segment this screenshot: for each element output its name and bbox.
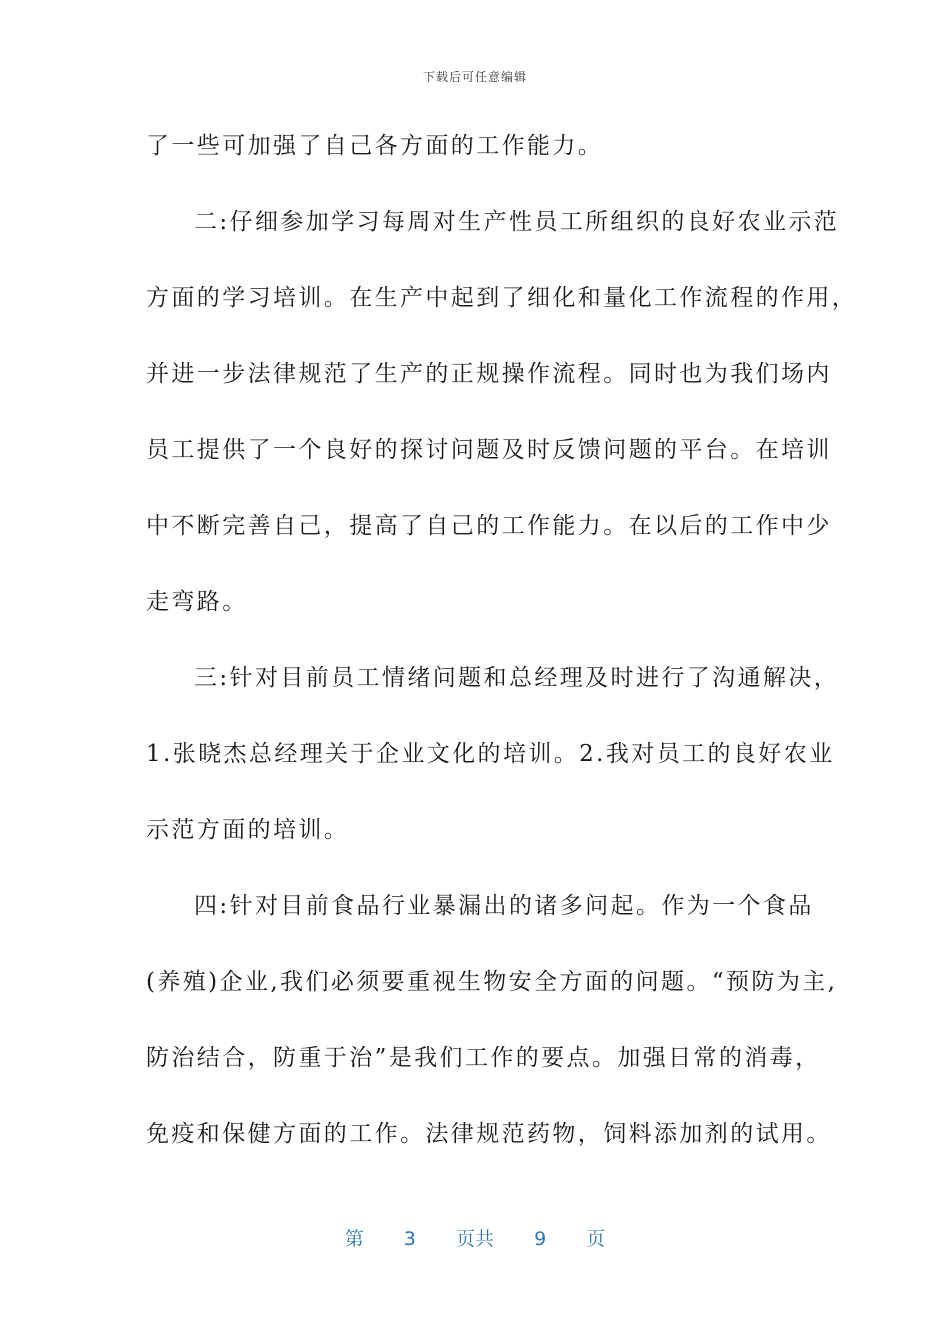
page-footer bbox=[0, 1224, 950, 1251]
text-line: 四:针对目前食品行业暴漏出的诸多问起。作为一个食品 bbox=[194, 893, 814, 919]
footer-total-pages: 9 bbox=[534, 1228, 547, 1250]
text-line: 走弯路。 bbox=[146, 589, 248, 615]
text-line: (养殖)企业,我们必须要重视生物安全方面的问题。“预防为主, bbox=[146, 969, 838, 995]
text-line: 员工提供了一个良好的探讨问题及时反馈问题的平台。在培训 bbox=[146, 437, 832, 463]
footer-current-page: 3 bbox=[403, 1228, 416, 1250]
footer-middle: 页共 bbox=[455, 1228, 494, 1250]
header-note: 下载后可任意编辑 bbox=[422, 70, 527, 84]
text-line: 中不断完善自己，提高了自己的工作能力。在以后的工作中少 bbox=[146, 513, 832, 539]
document-body bbox=[146, 120, 858, 1184]
text-line: 方面的学习培训。在生产中起到了细化和量化工作流程的作用， bbox=[146, 285, 858, 311]
text-line: 了一些可加强了自己各方面的工作能力。 bbox=[146, 133, 604, 159]
text-line: 二:仔细参加学习每周对生产性员工所组织的良好农业示范 bbox=[194, 209, 840, 235]
text-line: 三:针对目前员工情绪问题和总经理及时进行了沟通解决， bbox=[194, 665, 840, 691]
text-line: 免疫和保健方面的工作。法律规范药物，饲料添加剂的试用。 bbox=[146, 1121, 832, 1147]
footer-suffix: 页 bbox=[586, 1228, 606, 1250]
text-line: 示范方面的培训。 bbox=[146, 817, 350, 843]
text-line: 并进一步法律规范了生产的正规操作流程。同时也为我们场内 bbox=[146, 361, 832, 387]
text-line: 防治结合，防重于治”是我们工作的要点。加强日常的消毒， bbox=[146, 1045, 821, 1071]
text-line: 1.张晓杰总经理关于企业文化的培训。2.我对员工的良好农业 bbox=[146, 741, 835, 767]
footer-prefix: 第 bbox=[344, 1228, 364, 1250]
